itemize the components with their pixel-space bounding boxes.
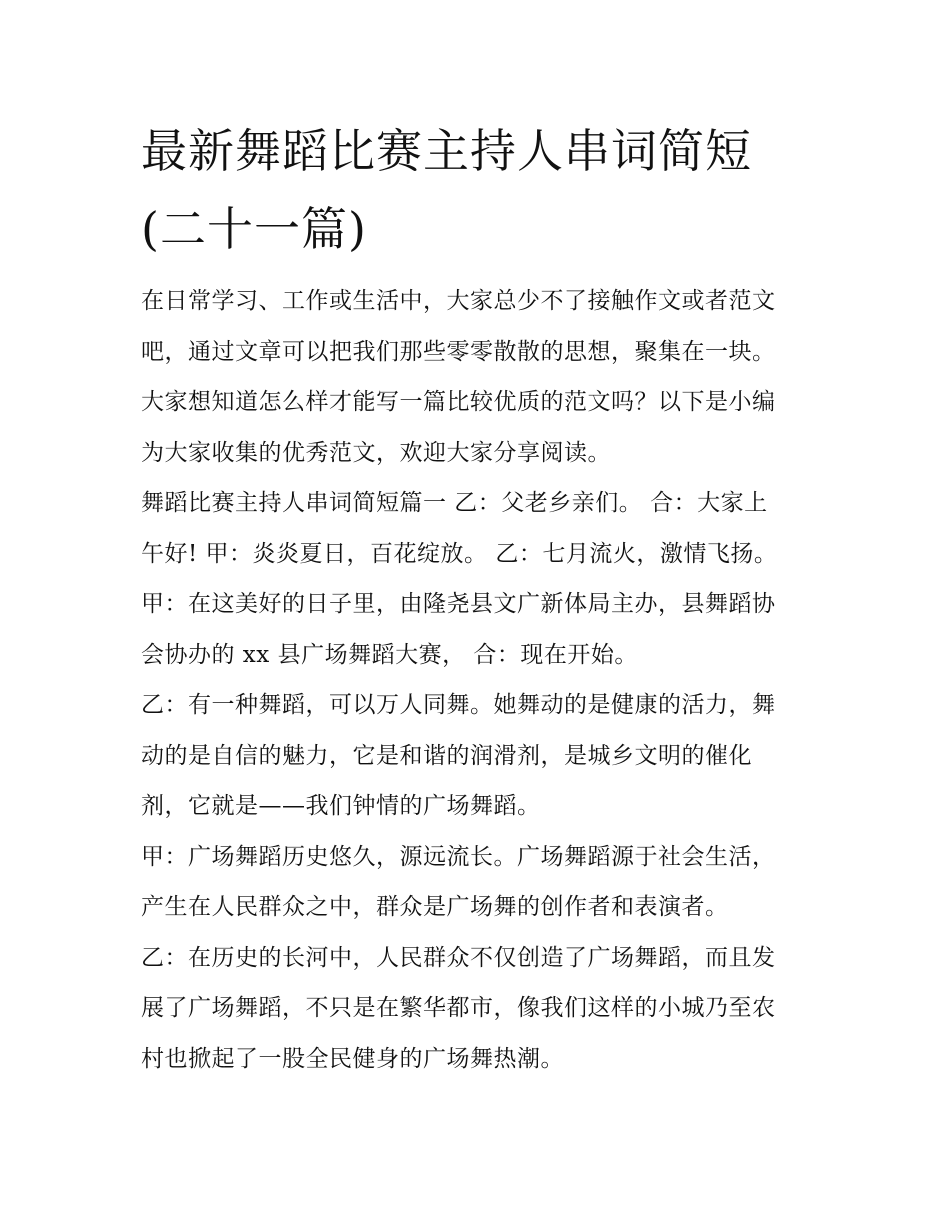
text-line: 乙：在历史的长河中，人民群众不仅创造了广场舞蹈，而且发: [141, 944, 776, 971]
document-title: [141, 112, 813, 268]
text-line: 剂，它就是——我们钟情的广场舞蹈。: [141, 793, 541, 819]
text-line: 村也掀起了一股全民健身的广场舞热潮。: [141, 1045, 564, 1072]
document-content: [141, 112, 813, 1084]
text-line: 甲：在这美好的日子里，由隆尧县文广新体局主办，县舞蹈协: [141, 591, 776, 617]
paragraph-history: [141, 832, 813, 933]
text-line: 乙：有一种舞蹈，可以万人同舞。她舞动的是健康的活力，舞: [141, 692, 776, 718]
text-line: 在日常学习、工作或生活中，大家总少不了接触作文或者范文: [141, 288, 776, 314]
text-line: 吧，通过文章可以把我们那些零零散散的思想，聚集在一块。: [141, 338, 776, 365]
text-line: 产生在人民群众之中，群众是广场舞的创作者和表演者。: [141, 894, 729, 920]
text-line: 动的是自信的魅力，它是和谐的润滑剂，是城乡文明的催化: [141, 742, 752, 769]
paragraph-development: [141, 933, 813, 1085]
text-line: 为大家收集的优秀范文，欢迎大家分享阅读。: [141, 439, 611, 466]
text-line: 展了广场舞蹈，不只是在繁华都市，像我们这样的小城乃至农: [141, 995, 776, 1021]
paragraph-opening: [141, 478, 813, 680]
text-line: 午好! 甲：炎炎夏日，百花绽放。 乙：七月流火，激情飞扬。: [141, 540, 778, 567]
title-line: (二十一篇): [141, 202, 367, 256]
text-line: 大家想知道怎么样才能写一篇比较优质的范文吗？以下是小编: [141, 389, 776, 415]
paragraph-dance-intro: [141, 680, 813, 832]
title-line: 最新舞蹈比赛主持人串词简短: [141, 124, 752, 178]
text-line: 甲：广场舞蹈历史悠久，源远流长。广场舞蹈源于社会生活，: [141, 843, 776, 870]
document-body: [141, 276, 813, 1084]
paragraph-intro: [141, 276, 813, 478]
text-line: 会协办的 xx 县广场舞蹈大赛， 合：现在开始。: [141, 641, 638, 668]
text-line: 舞蹈比赛主持人串词简短篇一 乙：父老乡亲们。 合：大家上: [141, 490, 768, 516]
